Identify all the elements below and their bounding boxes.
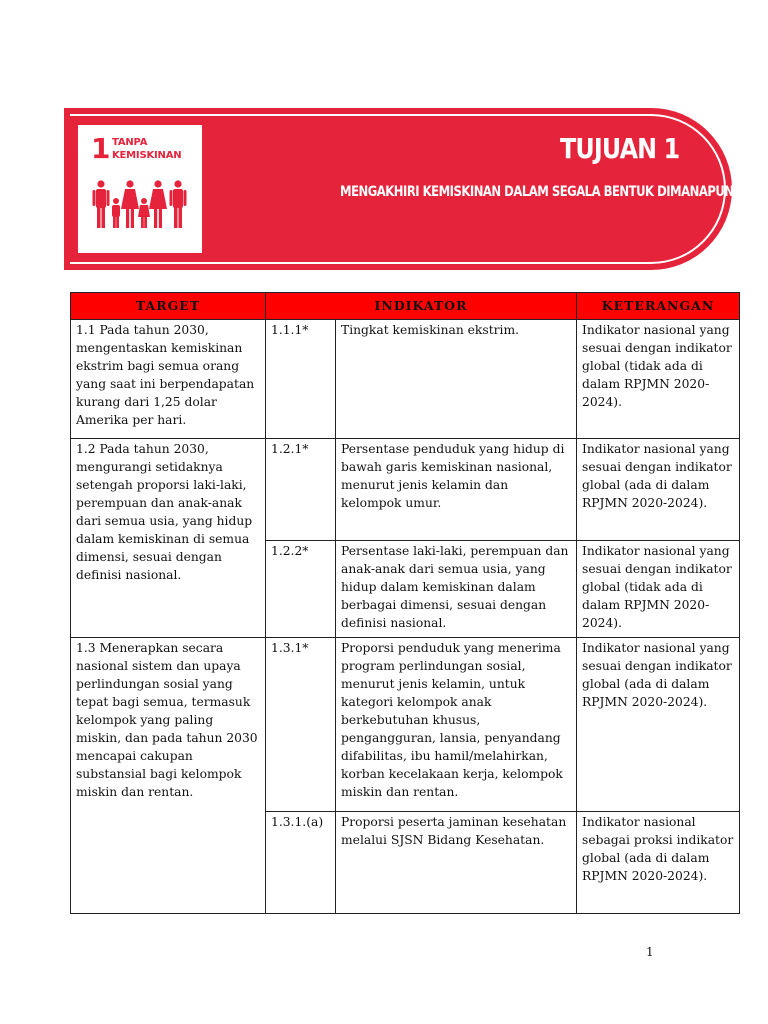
target-cell: 1.2 Pada tahun 2030, mengurangi setidaknya setengah proporsi laki-laki, perempuan dan anak-anak dari semua usia, yang hidup dalam kemiskinan di semua dimensi, sesuai dengan definisi nasional. [71, 439, 266, 638]
indicator-text: Persentase laki-laki, perempuan dan anak-anak dari semua usia, yang hidup dalam kemiskinan dalam berbagai dimensi, sesuai dengan definisi nasional. [336, 541, 577, 638]
table-row [71, 439, 740, 541]
indicator-text: Tingkat kemiskinan ekstrim. [336, 320, 577, 439]
target-cell: 1.3 Menerapkan secara nasional sistem dan upaya perlindungan sosial yang tepat bagi semua, termasuk kelompok yang paling miskin, dan pada tahun 2030 mencapai cakupan substansial bagi kelompok miskin dan rentan. [71, 638, 266, 914]
indicator-code: 1.2.2* [266, 541, 336, 638]
keterangan-cell: Indikator nasional yang sesuai dengan indikator global (tidak ada di dalam RPJMN 2020-2024). [577, 541, 740, 638]
header-indikator: INDIKATOR [266, 293, 577, 320]
keterangan-cell: Indikator nasional yang sesuai dengan indikator global (ada di dalam RPJMN 2020-2024). [577, 638, 740, 812]
logo-label-line2: KEMISKINAN [112, 150, 182, 161]
header-keterangan: KETERANGAN [577, 293, 740, 320]
keterangan-cell: Indikator nasional sebagai proksi indikator global (ada di dalam RPJMN 2020-2024). [577, 812, 740, 914]
indicator-text: Proporsi penduduk yang menerima program perlindungan sosial, menurut jenis kelamin, untuk kategori kelompok anak berkebutuhan khusus, pengangguran, lansia, penyandang difabilitas, ibu hamil/melahirkan, korban kecelakaan kerja, kelompok miskin dan rentan. [336, 638, 577, 812]
keterangan-cell: Indikator nasional yang sesuai dengan indikator global (ada di dalam RPJMN 2020-2024). [577, 439, 740, 541]
logo-label-line1: TANPA [112, 137, 148, 148]
indicator-code: 1.1.1* [266, 320, 336, 439]
target-indicator-table [70, 292, 740, 914]
table-header-row [71, 293, 740, 320]
table-row [71, 638, 740, 812]
indicator-text: Proporsi peserta jaminan kesehatan melalui SJSN Bidang Kesehatan. [336, 812, 577, 914]
keterangan-cell: Indikator nasional yang sesuai dengan indikator global (tidak ada di dalam RPJMN 2020-2024). [577, 320, 740, 439]
header-target: TARGET [71, 293, 266, 320]
indicator-code: 1.3.1.(a) [266, 812, 336, 914]
page-number: 1 [646, 945, 654, 959]
family-icon [92, 180, 188, 230]
target-cell: 1.1 Pada tahun 2030, mengentaskan kemiskinan ekstrim bagi semua orang yang saat ini berpendapatan kurang dari 1,25 dolar Amerika per hari. [71, 320, 266, 439]
goal-subtitle: MENGAKHIRI KEMISKINAN DALAM SEGALA BENTUK DIMANAPUN [340, 184, 734, 200]
table-row [71, 320, 740, 439]
logo-number: 1 [91, 132, 111, 165]
goal-title: TUJUAN 1 [560, 132, 680, 165]
indicator-code: 1.2.1* [266, 439, 336, 541]
logo-label [112, 136, 181, 162]
indicator-code: 1.3.1* [266, 638, 336, 812]
indicator-text: Persentase penduduk yang hidup di bawah garis kemiskinan nasional, menurut jenis kelamin dan kelompok umur. [336, 439, 577, 541]
